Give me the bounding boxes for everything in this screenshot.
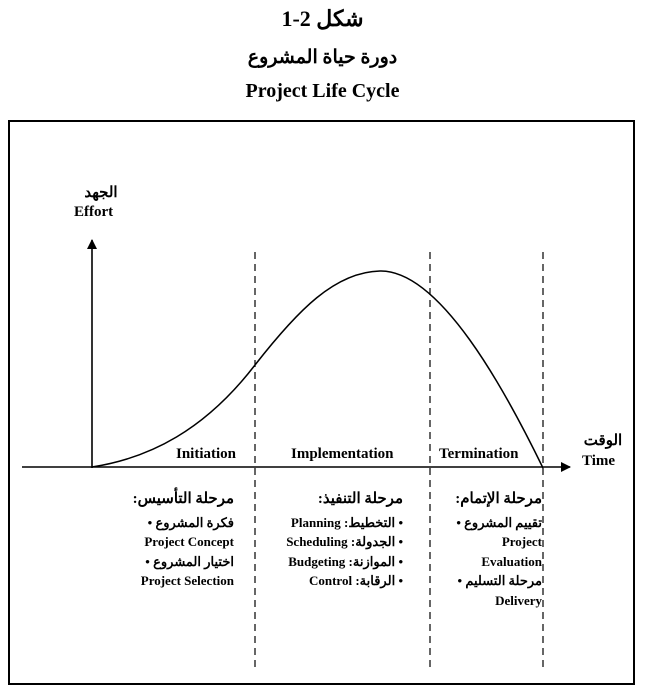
list-item: • مرحلة التسليم bbox=[457, 573, 542, 588]
list-item: Project bbox=[501, 534, 542, 549]
x-axis-label-english: Time bbox=[582, 453, 616, 469]
phase-name-implementation: Implementation bbox=[291, 446, 394, 462]
list-item: • تقييم المشروع bbox=[456, 514, 542, 530]
phase-heading-implementation: مرحلة التنفيذ: bbox=[317, 491, 403, 507]
figure-title-arabic: دورة حياة المشروع bbox=[247, 47, 398, 68]
effort-curve bbox=[92, 271, 543, 468]
y-axis-label-english: Effort bbox=[74, 204, 114, 220]
phase-heading-termination: مرحلة الإتمام: bbox=[455, 491, 542, 507]
list-item: Scheduling :الجدولة • bbox=[286, 534, 403, 549]
phase-name-termination: Termination bbox=[439, 446, 519, 462]
y-axis-label-arabic: الجهد bbox=[84, 185, 118, 201]
figure-number: شكل 2-1 bbox=[281, 6, 364, 31]
x-axis-label-arabic: الوقت bbox=[583, 433, 623, 449]
list-item: Delivery bbox=[495, 592, 542, 608]
list-item: Project Selection bbox=[140, 573, 234, 588]
list-item: • فكرة المشروع bbox=[147, 514, 234, 530]
list-item: Project Concept bbox=[144, 534, 234, 549]
phase-details-termination bbox=[436, 490, 542, 610]
list-item: Control :الرقابة • bbox=[308, 573, 403, 588]
list-item: Evaluation bbox=[481, 553, 542, 569]
phase-name-initiation: Initiation bbox=[176, 446, 237, 462]
phase-details-initiation bbox=[112, 490, 234, 591]
phase-heading-initiation: مرحلة التأسيس: bbox=[132, 491, 234, 507]
phase-details-implementation bbox=[262, 490, 403, 591]
list-item: Budgeting :الموازنة • bbox=[288, 553, 403, 569]
figure-title-english: Project Life Cycle bbox=[245, 80, 400, 102]
list-item: Planning :التخطيط • bbox=[290, 514, 403, 530]
list-item: • اختيار المشروع bbox=[145, 553, 234, 569]
